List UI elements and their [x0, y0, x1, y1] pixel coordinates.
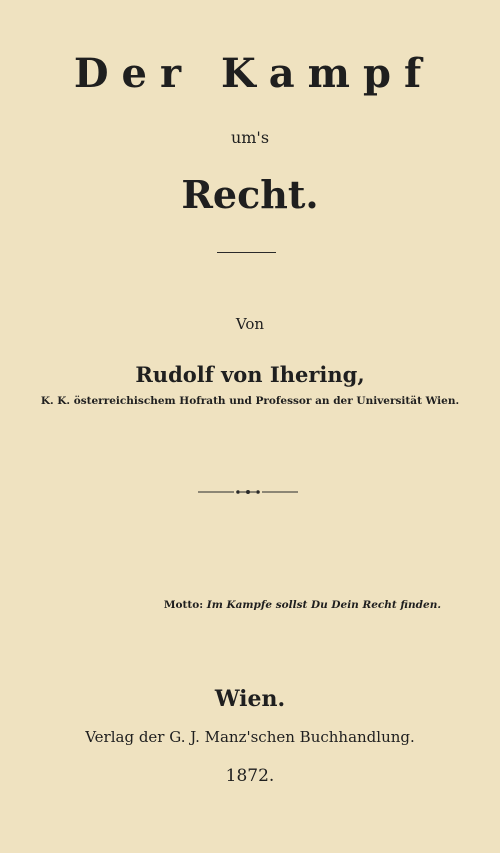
publisher: Verlag der G. J. Manz'schen Buchhandlung.	[85, 728, 415, 746]
byline-prefix: Von	[235, 315, 265, 333]
book-title: Der Kampf	[73, 50, 435, 97]
motto-text: Im Kampfe sollst Du Dein Recht finden.	[206, 599, 441, 611]
publication-year: 1872.	[225, 766, 275, 786]
motto	[164, 599, 441, 611]
author-affiliation: K. K. österreichischem Hofrath und Professor an der Universität Wien.	[40, 395, 460, 407]
motto-label: Motto:	[163, 599, 204, 611]
ornament-divider	[198, 485, 298, 499]
title-divider	[217, 252, 276, 253]
title-subject: Recht.	[181, 172, 319, 217]
publication-place: Wien.	[214, 686, 286, 712]
author-name: Rudolf von Ihering,	[135, 362, 365, 387]
title-connector: um's	[230, 128, 270, 147]
